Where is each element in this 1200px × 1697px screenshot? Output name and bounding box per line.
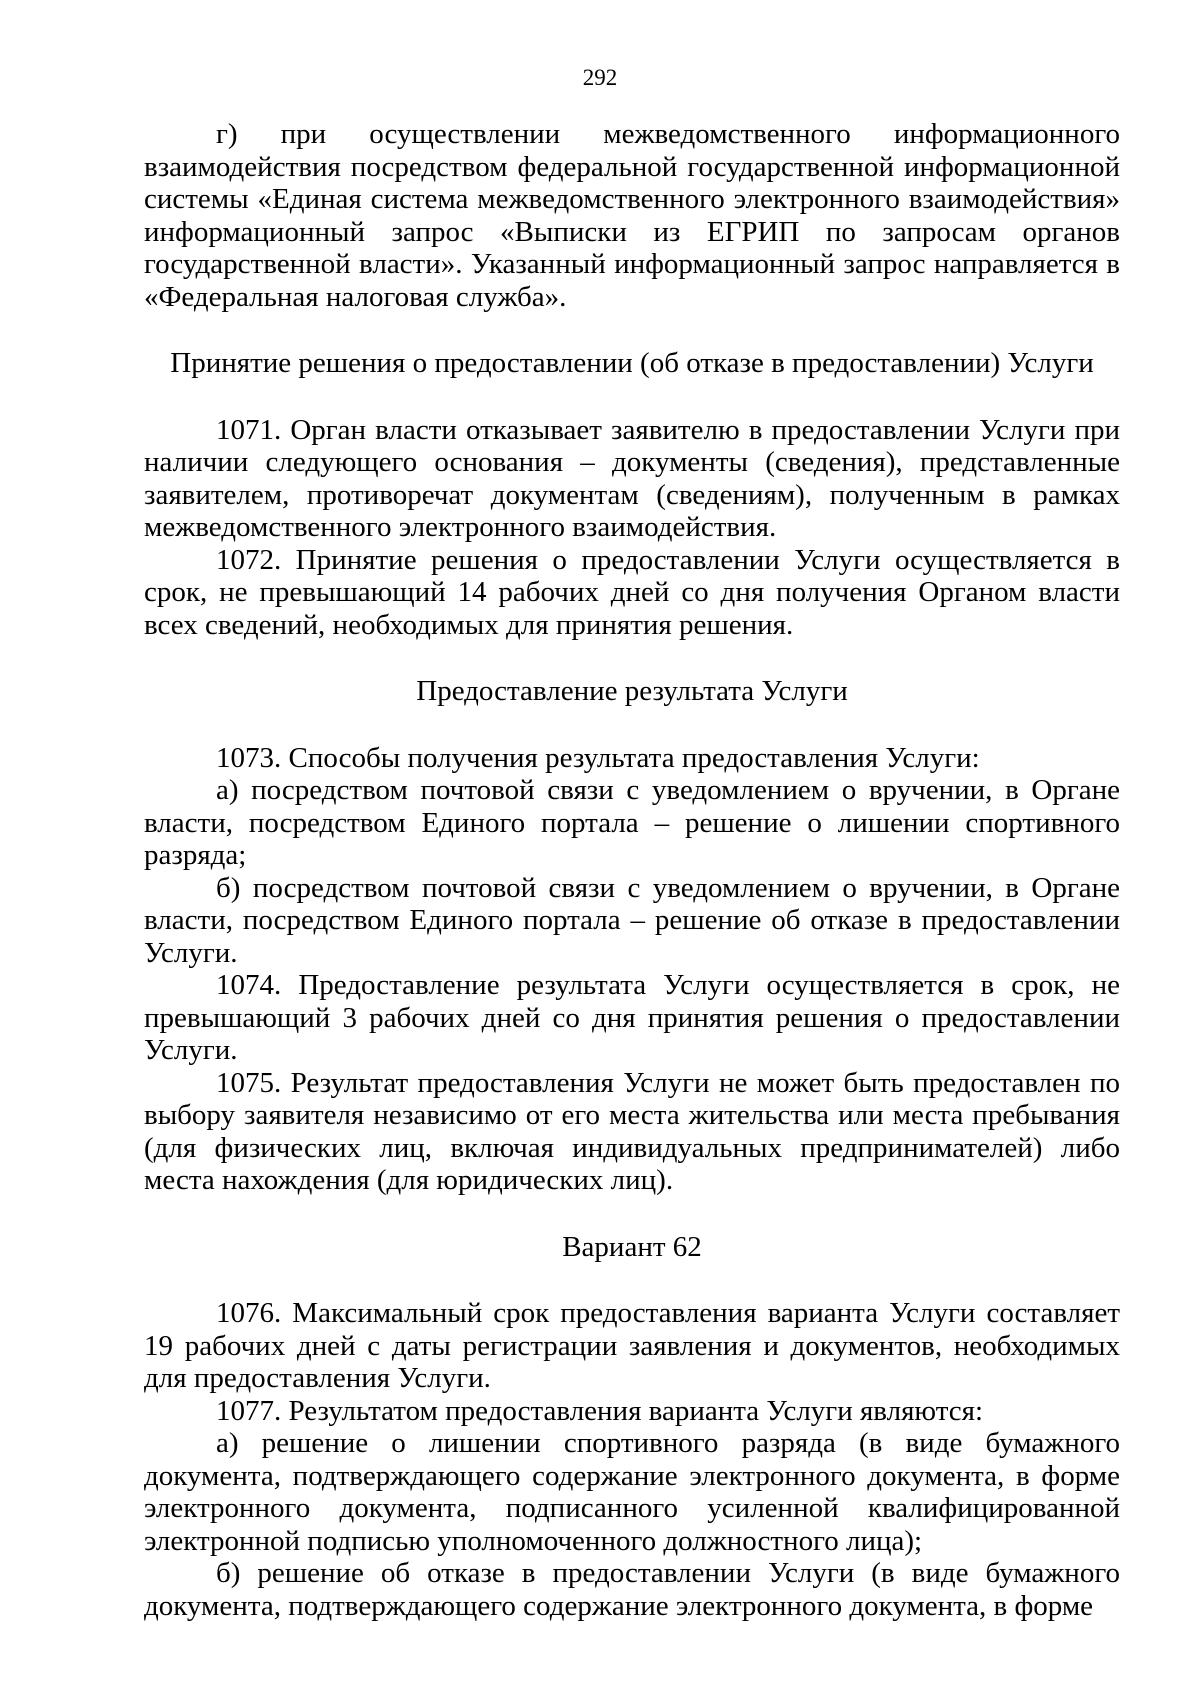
paragraph-1074: 1074. Предоставление результата Услуги осуществляется в срок, не превышающий 3 рабочих дней со дня принятия решения о предоставлении Услуги. xyxy=(144,969,1120,1066)
paragraph-1073-b: б) посредством почтовой связи с уведомлением о вручении, в Органе власти, посредством Единого портала – решение об отказе в предоставлении Услуги. xyxy=(144,871,1120,969)
paragraph-1073: 1073. Способы получения результата предоставления Услуги: xyxy=(216,741,980,774)
paragraph-1075: 1075. Результат предоставления Услуги не может быть предоставлен по выбору заявителя независимо от его места жительства или места пребывания (для физических лиц, включая индивидуальных предпринимателей) либо места нахождения (для юридических лиц). xyxy=(144,1066,1120,1196)
paragraph-1076: 1076. Максимальный срок предоставления варианта Услуги составляет 19 рабочих дней с даты регистрации заявления и документов, необходимых для предоставления Услуги. xyxy=(144,1297,1120,1394)
section-heading-variant-62: Вариант 62 xyxy=(562,1230,702,1263)
page-number: 292 xyxy=(582,65,618,90)
paragraph-g-interagency-request: г) при осуществлении межведомственного информационного взаимодействия посредством федеральной государственной информационной системы «Единая система межведомственного электронного взаимодействия» информационный запрос «Выписки из ЕГРИП по запросам органов государственной власти». Указанный информационный запрос направляется в «Федеральная налоговая служба». xyxy=(144,118,1120,313)
paragraph-1077: 1077. Результатом предоставления варианта Услуги являются: xyxy=(216,1394,983,1427)
paragraph-1073-a: а) посредством почтовой связи с уведомлением о вручении, в Органе власти, посредством Единого портала – решение о лишении спортивного разряда; xyxy=(144,774,1120,871)
paragraph-1072: 1072. Принятие решения о предоставлении Услуги осуществляется в срок, не превышающий 14 рабочих дней со дня получения Органом власти всех сведений, необходимых для принятия решения. xyxy=(144,543,1120,641)
section-heading-result: Предоставление результата Услуги xyxy=(416,675,848,707)
section-heading-decision: Принятие решения о предоставлении (об отказе в предоставлении) Услуги xyxy=(170,347,1094,379)
paragraph-1071: 1071. Орган власти отказывает заявителю в предоставлении Услуги при наличии следующего основания – документы (сведения), представленные заявителем, противоречат документам (сведениям), полученным в рамках межведомственного электронного взаимодействия. xyxy=(144,413,1120,543)
document-body xyxy=(144,118,1120,1622)
paragraph-1077-b: б) решение об отказе в предоставлении Услуги (в виде бумажного документа, подтверждающего содержание электронного документа, в форме xyxy=(144,1557,1120,1622)
paragraph-1077-a: а) решение о лишении спортивного разряда (в виде бумажного документа, подтверждающего содержание электронного документа, в форме электронного документа, подписанного усиленной квалифицированной электронной подписью уполномоченного должностного лица); xyxy=(144,1427,1120,1557)
